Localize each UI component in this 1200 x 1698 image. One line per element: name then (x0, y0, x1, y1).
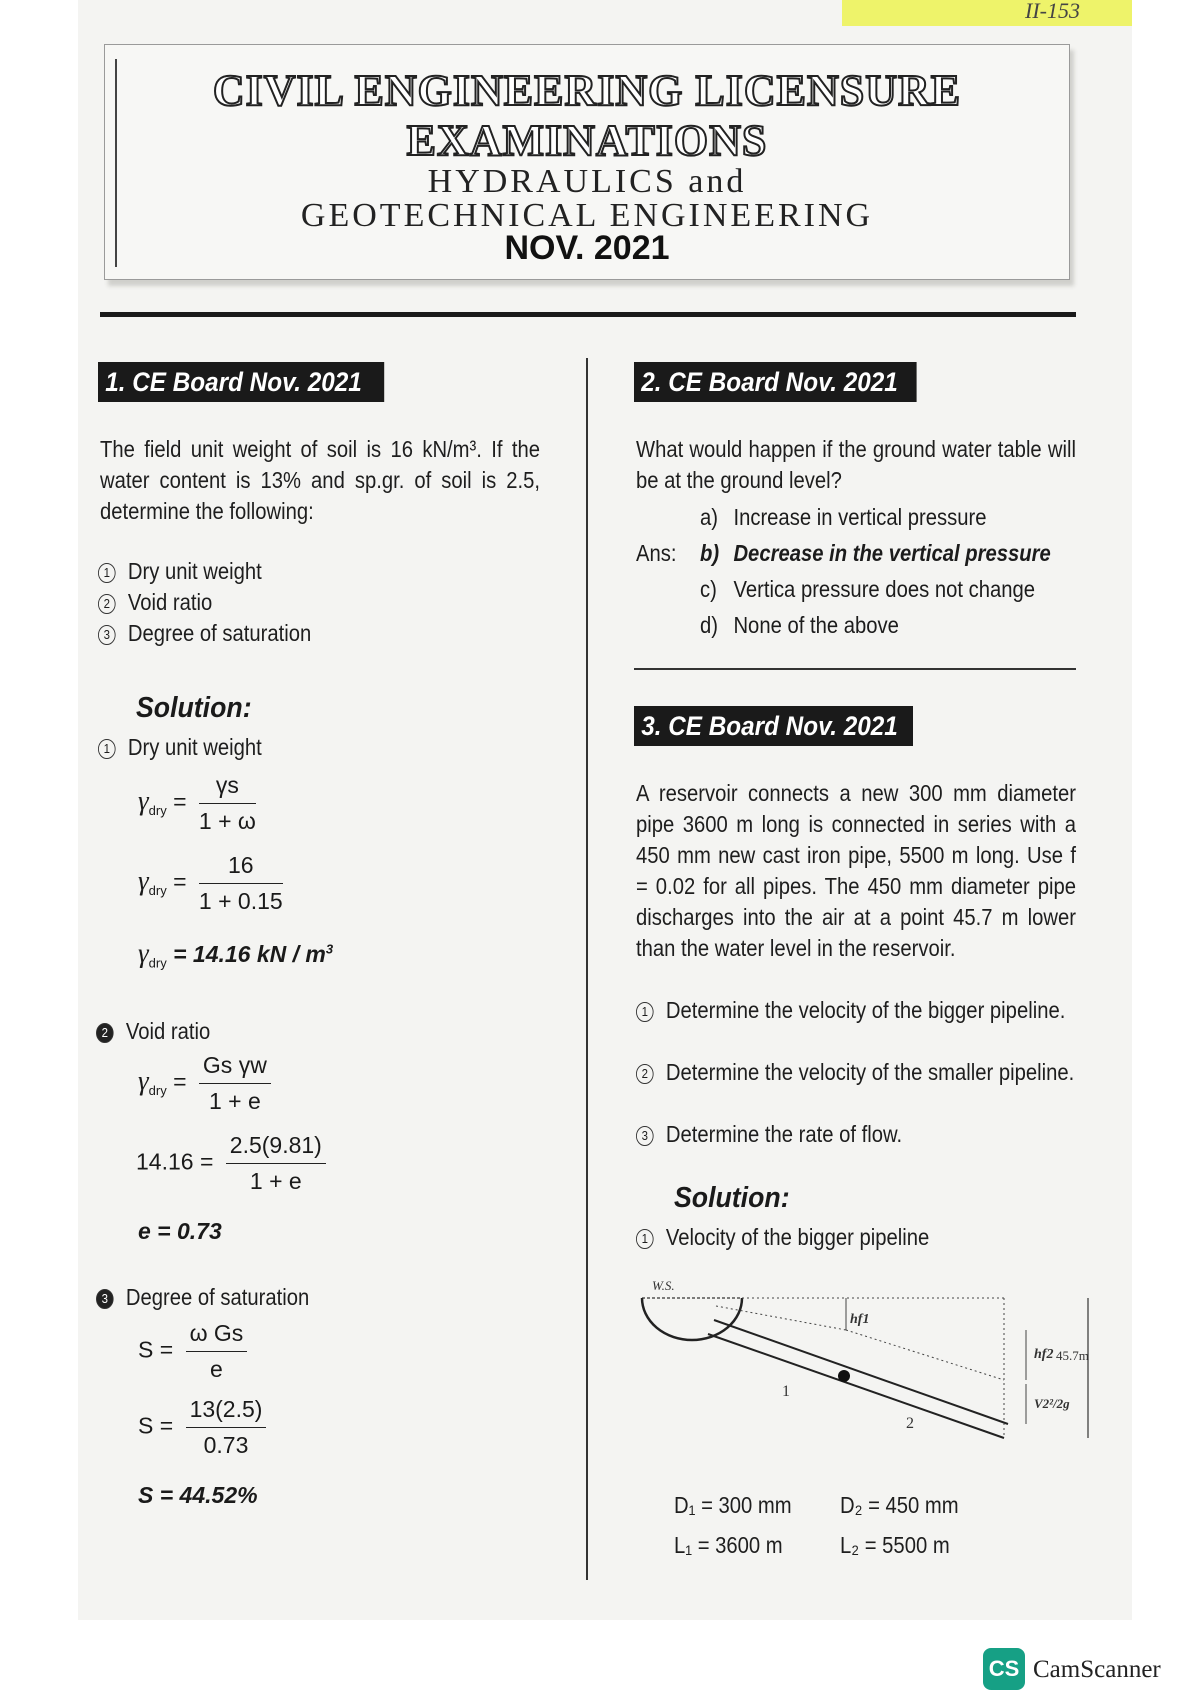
q1-eq-dry-1: $\gamma_{dry}$ = $\frac{\gamma s}{1 + \omega}$ (138, 772, 256, 834)
q1-eq-void-2: 14.16 = $\frac{2.5(9.81)}{1 + e}$ (136, 1132, 326, 1195)
height-label: 45.7m (1056, 1348, 1089, 1363)
q1-solution-label: Solution: (136, 692, 252, 724)
q3-solution-label: Solution: (674, 1182, 790, 1214)
page-tag: II-153 (1025, 0, 1080, 23)
q1-eq-sat-1-den: e (210, 1356, 223, 1382)
q1-eq-sat-1: S = $\frac{\text{ω Gs}}{e}$ (138, 1320, 247, 1383)
q1-eq-void-1: $\gamma_{dry}$ = $\frac{\text{Gs γw}}{1 + e}$ (138, 1052, 271, 1115)
q1-item-3: 3 Degree of saturation (98, 618, 311, 649)
q1-step-3-label: 3 Degree of saturation (96, 1282, 309, 1313)
pipe-junction (838, 1370, 850, 1382)
title-line-4: GEOTECHNICAL ENGINEERING (300, 197, 874, 234)
title-box (104, 44, 1070, 280)
q1-eq-sat-1-num: ω Gs (186, 1320, 248, 1352)
q1-header: 1. CE Board Nov. 2021 (98, 362, 384, 402)
q1-eq-void-1-num: Gs γw (199, 1052, 271, 1084)
q2-option-d: d) None of the above (700, 612, 899, 638)
hf2-label: hf2 (1034, 1347, 1054, 1362)
q3-item-2: 2 Determine the velocity of the smaller pipeline. (636, 1057, 1076, 1088)
q1-eq-sat-2: S = $\frac{13(2.5)}{0.73}$ (138, 1396, 266, 1459)
pipe-lower-edge (708, 1334, 1004, 1438)
q1-item-2: 2 Void ratio (98, 587, 212, 618)
q3-d2: D₂ = 450 mm (840, 1492, 959, 1518)
q3-header: 3. CE Board Nov. 2021 (634, 706, 913, 746)
q1-eq-sat-2-num: 13(2.5) (186, 1396, 267, 1428)
q2-header: 2. CE Board Nov. 2021 (634, 362, 917, 402)
q1-eq-dry-2-num: 16 (199, 852, 283, 884)
q3-step-1-label: 1 Velocity of the bigger pipeline (636, 1222, 929, 1253)
camscanner-logo-icon: CS (983, 1648, 1025, 1690)
q1-eq-void-2-den: 1 + e (249, 1168, 302, 1194)
q1-eq-void-2-num: 2.5(9.81) (226, 1132, 326, 1164)
q1-eq-dry-1-num: γs (199, 772, 256, 804)
q2-ans-label: Ans: (636, 540, 677, 566)
q3-d1: D₁ = 300 mm (674, 1492, 792, 1518)
q1-eq-sat-2-den: 0.73 (203, 1432, 249, 1458)
pipe-1-label: 1 (782, 1383, 790, 1400)
q3-problem: A reservoir connects a new 300 mm diameter pipe 3600 m long is connected in series with a 450 mm new cast iron pipe, 5500 m long. Use f = 0.02 for all pipes. The 450 mm diameter pipe discharges into the air at a point 45.7 m lower than the water level in the reservoir. (636, 780, 1076, 961)
camscanner-text: CamScanner (1033, 1656, 1161, 1683)
q1-step-1-label: 1 Dry unit weight (98, 732, 262, 763)
q3-l1: L₁ = 3600 m (674, 1532, 783, 1558)
q3-item-1: 1 Determine the velocity of the bigger pipeline. (636, 995, 1076, 1026)
q1-eq-dry-result: $\gamma_{dry} = 14.16$ kN / $m^3$ (138, 938, 334, 971)
pipe-diagram (636, 1268, 1106, 1468)
q2-option-a: a) Increase in vertical pressure (700, 504, 987, 530)
title-line-5: NOV. 2021 (504, 229, 670, 267)
q3-item-3: 3 Determine the rate of flow. (636, 1119, 902, 1150)
q1-eq-void-1-den: 1 + e (208, 1088, 261, 1114)
pipe-upper-edge (714, 1320, 1008, 1424)
q1-problem: The field unit weight of soil is 16 kN/m³. If the water content is 13% and sp.gr. of soil is 2.5, determine the following: (100, 436, 540, 524)
pipe-2-label: 2 (906, 1415, 914, 1432)
q1-eq-sat-result: S = 44.52% (138, 1482, 258, 1508)
reservoir-shape (642, 1298, 742, 1340)
header-rule (100, 312, 1076, 317)
q2-option-b: b) Decrease in the vertical pressure (700, 540, 1051, 566)
velocity-head-label: V2²/2g (1034, 1396, 1070, 1411)
hf1-label: hf1 (850, 1312, 870, 1327)
q1-eq-dry-2: $\gamma_{dry}$ = $\frac{16}{1 + 0.15}$ (138, 852, 283, 914)
q3-l2: L₂ = 5500 m (840, 1532, 950, 1558)
page-tag-highlight (842, 0, 1132, 26)
q2-option-c: c) Vertica pressure does not change (700, 576, 1035, 602)
q1-item-1: 1 Dry unit weight (98, 556, 262, 587)
title-line-3: HYDRAULICS and (427, 163, 747, 200)
q1-step-2-label: 2 Void ratio (96, 1016, 210, 1047)
diagram-ws-label: W.S. (652, 1278, 675, 1293)
q2-separator (634, 668, 1076, 670)
hgl-2 (846, 1330, 1004, 1380)
q2-question: What would happen if the ground water table will be at the ground level? (636, 436, 1076, 493)
title-line-2: EXAMINATIONS (406, 116, 768, 165)
q1-eq-dry-2-den: 1 + 0.15 (198, 888, 283, 914)
q1-eq-void-result: e = 0.73 (138, 1218, 222, 1244)
title-line-1: CIVIL ENGINEERING LICENSURE (212, 66, 962, 115)
column-divider (586, 358, 588, 1580)
q1-eq-dry-1-den: 1 + ω (198, 808, 256, 834)
